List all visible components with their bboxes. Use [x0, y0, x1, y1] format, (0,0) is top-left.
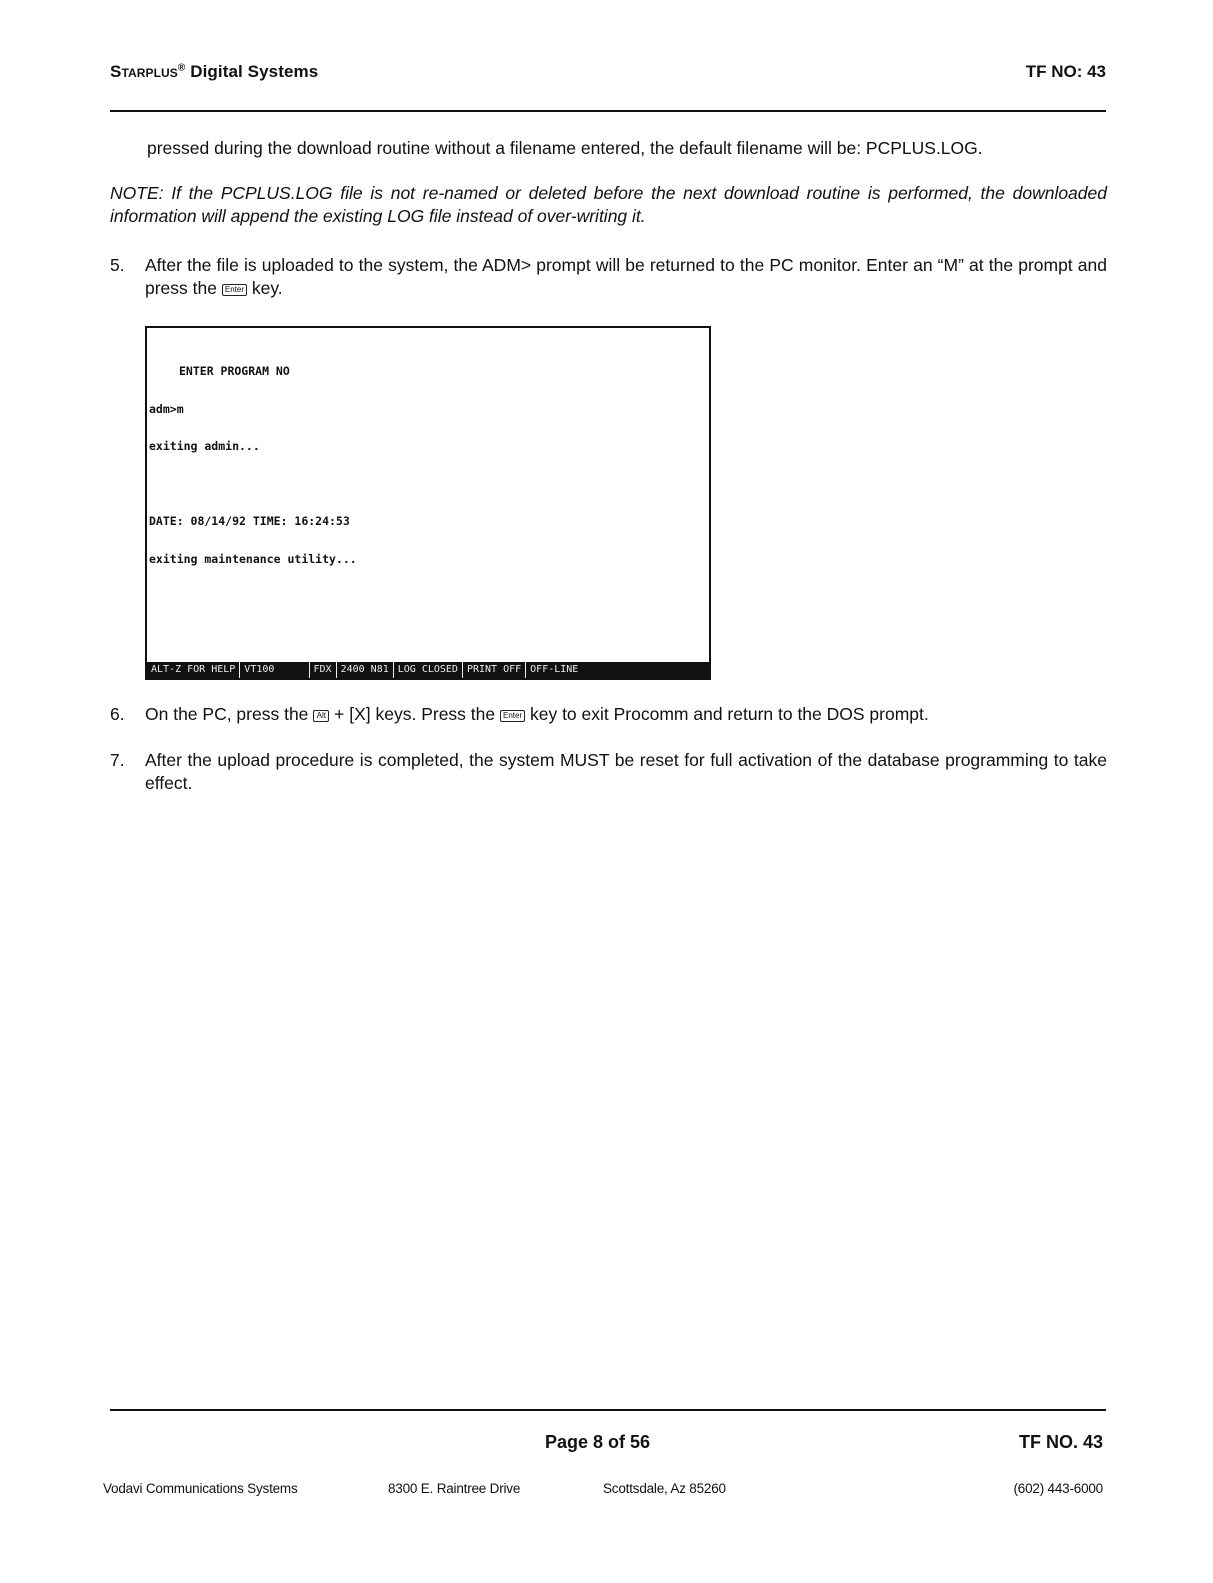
- alt-key-icon: Alt: [313, 710, 329, 722]
- step-6: [110, 703, 1107, 726]
- status-help: ALT-Z FOR HELP: [147, 662, 240, 678]
- step-text-part: key to exit Procomm and return to the DOS prompt.: [525, 704, 929, 724]
- step-text-part: After the file is uploaded to the system, the ADM> prompt will be returned to the PC monitor. Enter an “M” at the prompt and press the: [145, 255, 1107, 298]
- footer-city: Scottsdale, Az 85260: [603, 1481, 726, 1496]
- terminal-screen: [147, 328, 709, 662]
- footer-divider: [110, 1409, 1106, 1411]
- brand-suffix: Digital Systems: [185, 62, 319, 81]
- terminal-blank-line: [149, 478, 709, 491]
- terminal-screenshot: [145, 326, 711, 680]
- footer-phone: (602) 443-6000: [1013, 1481, 1103, 1496]
- status-line: OFF-LINE: [530, 664, 579, 675]
- step-number: 6.: [110, 704, 125, 724]
- terminal-line: adm>m: [149, 401, 184, 416]
- footer-tf-number: TF NO. 43: [1018, 1432, 1103, 1452]
- terminal-line: exiting maintenance utility...: [149, 551, 357, 566]
- step-text-part: On the PC, press the: [145, 704, 314, 724]
- terminal-status-bar: [147, 662, 709, 678]
- page-number: Page 8 of 56: [545, 1432, 651, 1452]
- header-divider: [110, 110, 1106, 112]
- step-text: [145, 254, 1107, 300]
- step-text-part: key.: [246, 278, 283, 298]
- terminal-line: exiting admin...: [149, 439, 260, 453]
- status-print: PRINT OFF: [463, 662, 526, 678]
- continuation-paragraph: pressed during the download routine without a filename entered, the default filename will be: PCPLUS.LOG.: [147, 138, 983, 158]
- header-tf-number: TF NO: 43: [1025, 62, 1106, 81]
- step-text: [145, 703, 1107, 726]
- enter-key-icon: Enter: [500, 710, 525, 722]
- status-log: LOG CLOSED: [394, 662, 463, 678]
- status-baud: 2400 N81: [337, 662, 394, 678]
- step-5: [110, 254, 1107, 300]
- step-7: [110, 749, 1107, 795]
- step-text-part: + [X] keys. Press the: [329, 704, 500, 724]
- footer-street: 8300 E. Raintree Drive: [388, 1481, 521, 1496]
- status-duplex: FDX: [310, 662, 337, 678]
- footer-company: Vodavi Communications Systems: [103, 1481, 298, 1496]
- enter-key-icon: Enter: [222, 284, 247, 296]
- step-text: After the upload procedure is completed, the system MUST be reset for full activation of the database programming to take effect.: [145, 750, 1107, 793]
- status-emulation: VT100: [240, 662, 309, 678]
- terminal-line: ENTER PROGRAM NO: [179, 364, 290, 378]
- note-paragraph: NOTE: If the PCPLUS.LOG file is not re-named or deleted before the next download routine is performed, the downloaded information will append the existing LOG file instead of over-writing it.: [110, 183, 1107, 226]
- step-number: 7.: [110, 750, 125, 770]
- header-brand: [110, 62, 318, 82]
- registered-mark: ®: [177, 62, 186, 74]
- terminal-line: DATE: 08/14/92 TIME: 16:24:53: [149, 514, 350, 528]
- brand-name: Starplus: [110, 62, 178, 81]
- step-number: 5.: [110, 255, 125, 275]
